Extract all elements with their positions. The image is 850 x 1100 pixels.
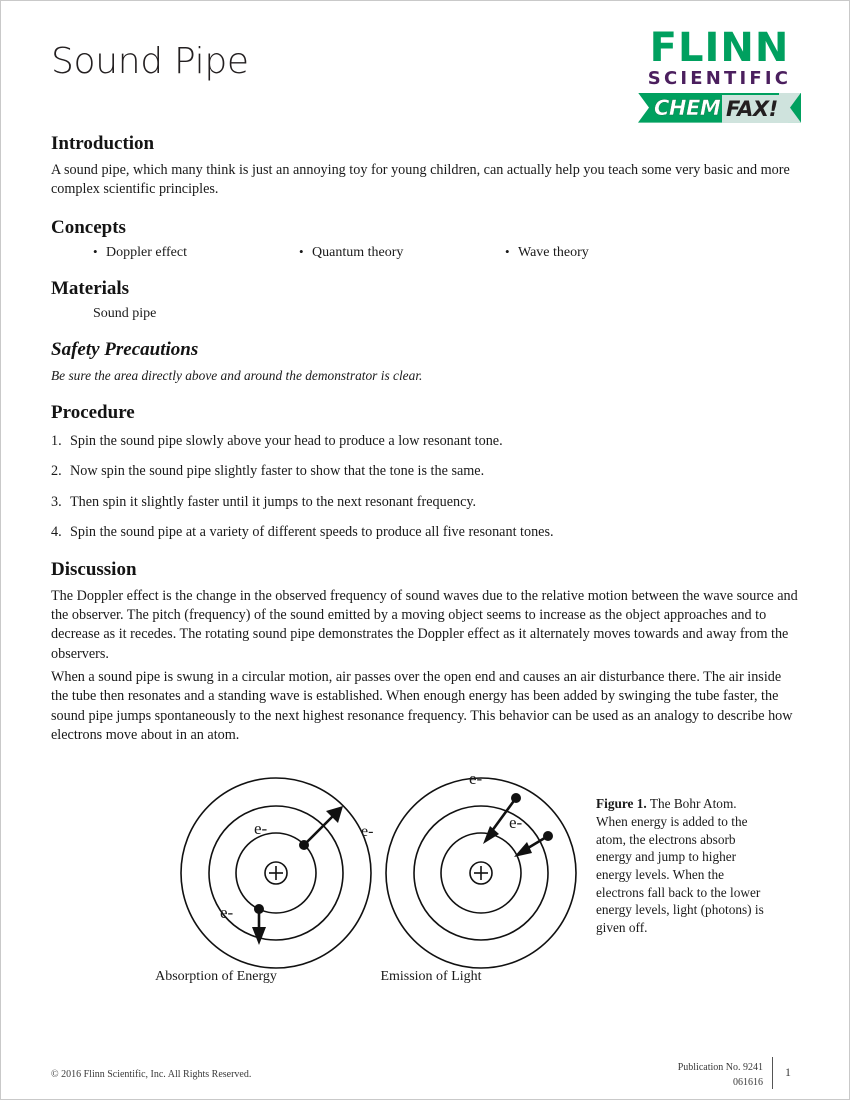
right-atom-caption: Emission of Light — [380, 969, 482, 985]
procedure-step — [51, 462, 801, 480]
concept-item: • Quantum theory — [299, 245, 505, 261]
step-text: Spin the sound pipe at a variety of different speeds to produce all five resonant tones. — [70, 524, 554, 541]
procedure-steps — [51, 432, 801, 542]
safety-text: Be sure the area directly above and around the demonstrator is clear. — [51, 367, 423, 383]
procedure-step — [51, 432, 801, 450]
page-number: 1 — [785, 1065, 791, 1079]
section-procedure — [51, 402, 801, 542]
right-atom-electron-fall-2 — [514, 831, 553, 857]
safety-heading: Safety Precautions — [51, 338, 199, 360]
figure-caption-text: The Bohr Atom. When energy is added to the atom, the electrons absorb energy and jump to higher energy levels. When the electrons fall back to the lower energy levels, light (photons) is given off. — [596, 796, 764, 935]
concept-item: • Wave theory — [505, 245, 711, 261]
section-discussion — [51, 559, 801, 746]
introduction-heading: Introduction — [51, 133, 155, 154]
electron-label-right-upper: e- — [469, 769, 483, 788]
figure-caption — [596, 795, 766, 936]
discussion-heading: Discussion — [51, 558, 137, 580]
publication-number: Publication No. 9241 — [677, 1062, 763, 1073]
publication-date-code: 061616 — [733, 1076, 763, 1088]
document-header — [51, 1, 801, 131]
step-number: 1. — [51, 432, 62, 449]
electron-label-left-upper: e- — [254, 819, 268, 838]
concept-item: • Doppler effect — [93, 245, 299, 261]
bohr-atom-diagram — [111, 773, 591, 973]
logo-chemfax-banner — [638, 93, 801, 123]
figure-caption-label: Figure 1. — [596, 796, 647, 812]
material-item: Sound pipe — [93, 305, 157, 321]
step-number: 2. — [51, 463, 62, 480]
introduction-text: A sound pipe, which many think is just an annoying toy for young children, can actually help you teach some very basic and more complex scientific principles. — [51, 162, 790, 198]
procedure-step — [51, 523, 801, 541]
step-text: Spin the sound pipe slowly above your head to produce a low resonant tone. — [70, 432, 503, 449]
step-text: Now spin the sound pipe slightly faster to show that the tone is the same. — [70, 463, 485, 480]
concepts-list — [93, 245, 801, 261]
left-atom-electron-label: e- — [361, 823, 374, 841]
logo-chem-text: CHEM — [654, 95, 721, 120]
figure-bohr-atom — [51, 773, 801, 1008]
copyright-text: © 2016 Flinn Scientific, Inc. All Rights Reserved. — [51, 1069, 252, 1080]
concepts-heading: Concepts — [51, 216, 126, 238]
procedure-heading: Procedure — [51, 401, 135, 423]
publication-info — [678, 1061, 763, 1090]
section-materials — [51, 278, 801, 322]
procedure-step — [51, 493, 801, 511]
electron-label-left-lower: e- — [220, 903, 234, 922]
page-content — [51, 1, 801, 1008]
section-concepts — [51, 217, 801, 261]
discussion-paragraph: When a sound pipe is swung in a circular motion, air passes over the open end and causes an air disturbance there. The air inside the tube then resonates and a standing wave is established. When enough energy has been added by swinging the tube faster, the sound pipe jumps spontaneously to the next highest resonance frequency. This behavior can be used as an analogy to describe how electrons move about in an atom. — [51, 668, 793, 743]
page-title: Sound Pipe — [51, 41, 249, 82]
section-safety-precautions — [51, 339, 801, 385]
discussion-paragraph: The Doppler effect is the change in the observed frequency of sound waves due to the relative motion between the wave source and the observer. The pitch (frequency) of the sound emitted by a moving object seems to increase as the object approaches and to decrease as it recedes. The rotating sound pipe demonstrates the Doppler effect as it alternately moves towards and away from the observers. — [51, 587, 798, 662]
flinn-scientific-logo — [638, 25, 801, 123]
logo-fax-text: FAX! — [726, 96, 778, 121]
footer-divider — [772, 1057, 773, 1089]
materials-heading: Materials — [51, 277, 130, 299]
step-text: Then spin it slightly faster until it jumps to the next resonant frequency. — [70, 493, 477, 510]
section-introduction — [51, 133, 801, 200]
step-number: 4. — [51, 524, 62, 541]
left-atom-caption: Absorption of Energy — [155, 969, 277, 985]
logo-scientific-text: SCIENTIFIC — [647, 68, 792, 89]
electron-label-right-lower: e- — [509, 813, 523, 832]
step-number: 3. — [51, 493, 62, 510]
logo-flinn-text: FLINN — [649, 25, 790, 71]
